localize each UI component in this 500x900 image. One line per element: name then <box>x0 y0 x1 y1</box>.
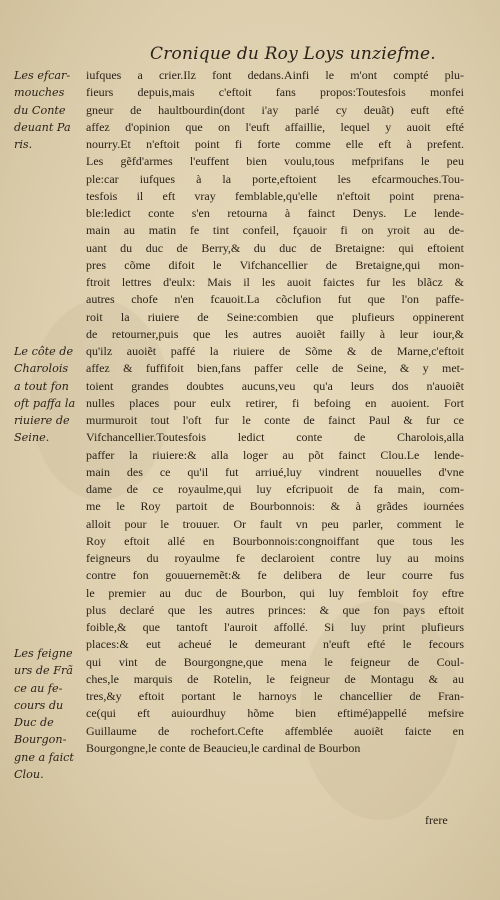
main-text-column <box>86 67 464 757</box>
text-line: Guillaume de rochefort.Cefte affemblée auoiẽt faicte en <box>86 723 464 738</box>
text-line: contre fon gouuernemẽt:& fe delibera de leur courre fus <box>86 568 464 583</box>
text-line: de retourner,puis que les autres auoiẽt failly à leur iour,& <box>86 326 464 341</box>
text-line: ce(qui eft auiourdhuy hõme bien eftimé)appellé mefsire <box>86 706 464 721</box>
text-line: tres,&y eftoit portant le harnoys le chancellier de Fran- <box>86 689 464 703</box>
text-line: autres chofe n'en fcauoit.La cõclufion fut que l'on paffe- <box>86 292 464 307</box>
running-header: Cronique du Roy Loys unziefme. <box>150 44 436 64</box>
margin-note-line: riuiere de <box>14 414 70 427</box>
margin-note-line: Clou. <box>14 767 44 781</box>
margin-note-line: Bourgon- <box>14 733 67 747</box>
margin-note-line: Le côte de <box>14 345 74 358</box>
margin-note-line: a tout fon <box>14 379 69 393</box>
text-line: Bourgongne,le conte de Beaucieu,le cardinal de Bourbon <box>86 740 361 755</box>
text-line: main des ce qu'il fut arriué,luy vindrent nouuelles d'vne <box>86 464 464 479</box>
text-line: affez d'opinion que on l'euft affaillie, lequel y auoit efté <box>86 119 464 134</box>
text-line: iufques a crier.Ilz font dedans.Ainfi le m'ont compté plu- <box>86 68 464 82</box>
margin-note-line: ris. <box>14 138 33 151</box>
margin-note-line: urs de Frã <box>14 664 73 678</box>
text-line: plus declaré que les autres princes: & que fon pays eftoit <box>86 602 464 617</box>
text-line: murmuroit tout l'oft fur le conte de fainct Paul & fur ce <box>86 413 464 427</box>
margin-note-seigneurs <box>14 645 88 783</box>
margin-note-line: gne a faict <box>14 750 74 764</box>
text-line: feigneurs du royaulme fe declaroient contre luy au moins <box>86 551 464 565</box>
margin-note-line: cours du <box>14 698 64 712</box>
text-line: le premier au duc de Bourbon, qui luy fembloit foy eftre <box>86 585 464 600</box>
text-line: nourry.Et n'eftoit point fi forte comme elle eft à prefent. <box>86 137 464 151</box>
text-line: uant du duc de Berry,& du duc de Bretaigne: qui eftoient <box>86 240 464 255</box>
margin-note-line: Seine. <box>14 431 50 445</box>
text-line: Roy eftoit allé en Bourbonnois:congnoiffant que tous les <box>86 533 464 548</box>
margin-note-line: Charolois <box>14 362 69 376</box>
text-line: qui vint de Bourgongne,que mena le feigneur de Coul- <box>86 654 464 669</box>
margin-note-line: Les efcar- <box>14 69 71 82</box>
text-line: me le Roy partoit de Bourbonnois: & à grãdes iournées <box>86 499 464 514</box>
text-line: pres cõme difoit le Vifchancellier de Bretaigne,qui mon- <box>86 257 464 272</box>
text-line: fieurs depuis,mais c'eftoit fans propos:Toutesfois monfei <box>86 85 464 100</box>
margin-note-line: Duc de <box>14 716 54 729</box>
text-line: Vifchancellier.Toutesfois ledict conte de Charolois,alla <box>86 430 464 445</box>
text-line: foible,& que tantoft l'auroit affollé. Si luy print plufieurs <box>86 620 464 634</box>
text-line: toient grandes doubtes aucuns,veu qu'a leurs dos n'auoiẽt <box>86 378 464 393</box>
text-line: roit la riuiere de Seine:combien que plufieurs oppinerent <box>86 309 464 324</box>
text-line: main au matin fe tint confeil, fçauoir fi on yroit au de- <box>86 223 464 238</box>
text-line: ple:car iufques à la porte,eftoient les efcarmouches.Tou- <box>86 171 464 186</box>
text-line: ches,le marquis de Rotelin, le feigneur de Montagu & au <box>86 671 464 686</box>
text-line: dame de ce royaulme,qui luy efcripuoit de fa main, com- <box>86 482 464 496</box>
catchword: frere <box>425 813 448 827</box>
text-line: places:& eut acheué le demeurant n'euft efté le fecours <box>86 637 464 652</box>
margin-note-line: mouches <box>14 86 65 100</box>
margin-note-line: deuant Pa <box>14 120 71 134</box>
text-line: gneur de haultbourdin(dont i'ay parlé cy deuãt) euft efté <box>86 102 464 117</box>
text-line: Les gẽfd'armes l'euffent bien voulu,tous mefprifans le peu <box>86 154 464 169</box>
text-line: alloit pour le trouuer. Or fault vn peu parler, comment le <box>86 516 464 531</box>
text-line: paffer la riuiere:& alla loger au põt fainct Clou.Le lende- <box>86 447 464 462</box>
text-line: qu'ilz auoiẽt paffé la riuiere de Sõme & de Marne,c'eftoit <box>86 344 464 358</box>
margin-note-line: Les feigne <box>14 647 73 660</box>
margin-note-charolois <box>14 343 88 447</box>
margin-note-escarmouches <box>14 67 88 153</box>
text-line: nulles places pour eulx retirer, fi befoing en auoient. Fort <box>86 395 464 410</box>
text-line: affez & fuffifoit bien,fans paffer celle de Seine, & y met- <box>86 361 464 376</box>
margin-note-line: ce au fe- <box>14 681 63 695</box>
margin-note-line: oft paffa la <box>14 396 76 410</box>
text-line: tesfois il eft vray femblable,qu'elle n'eftoit point prena- <box>86 188 464 203</box>
text-line: ble:ledict conte s'en retourna à fainct Denys. Le lende- <box>86 206 464 220</box>
margin-note-line: du Conte <box>14 103 66 117</box>
text-line: ftroit lettres d'eulx: Mais il les auoit faictes fur les blãcz & <box>86 275 464 289</box>
